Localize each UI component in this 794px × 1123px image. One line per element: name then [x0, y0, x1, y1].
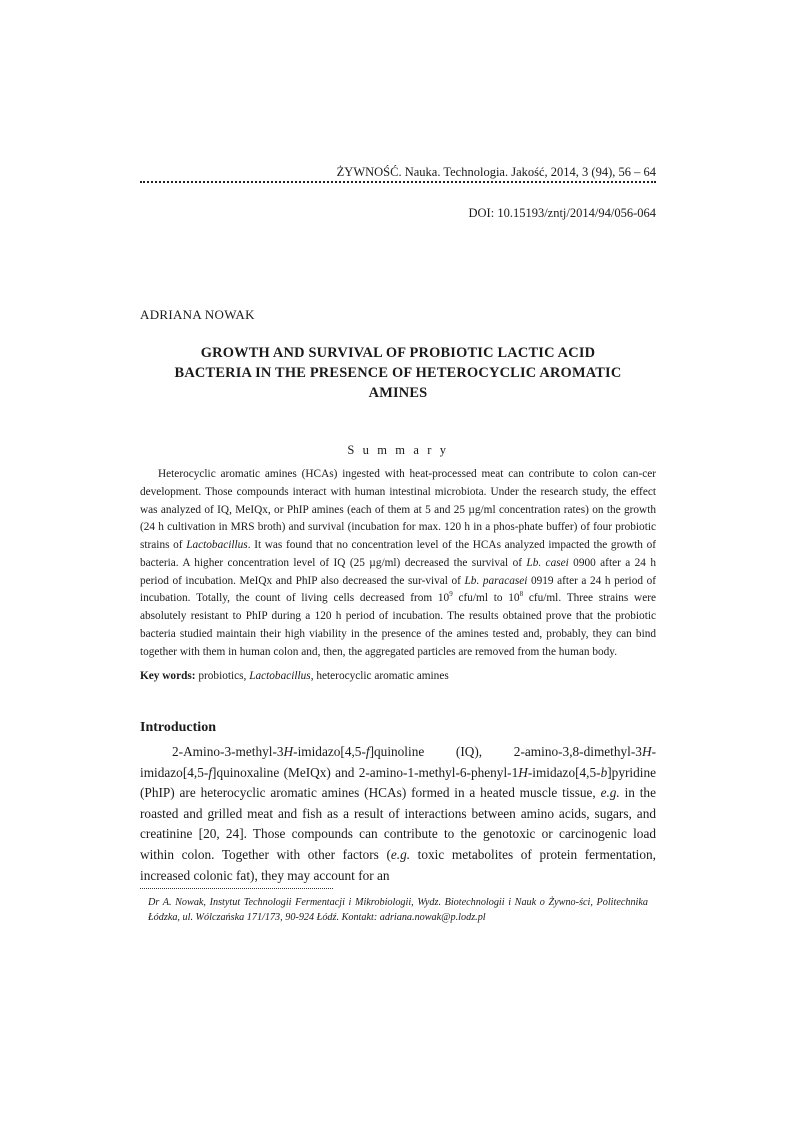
intro-part: -imidazo[4,5-: [293, 744, 366, 759]
intro-italic: e.g.: [390, 846, 411, 862]
introduction-text: [140, 742, 656, 886]
keyword-genus: Lactobacillus: [249, 670, 311, 682]
intro-part: ]quinoline (IQ), 2-amino-3,8-dimethyl-3: [369, 744, 642, 759]
keywords-line: [140, 668, 656, 684]
intro-italic: H: [283, 744, 294, 759]
intro-part: 2-Amino-3-methyl-3: [172, 744, 284, 759]
abstract-part: 0900 after a 24 h period of incubation. MeIQx and PhIP also decreased the sur-vival of: [140, 556, 656, 587]
doi-line[interactable]: DOI: 10.15193/zntj/2014/94/056-064: [468, 206, 656, 220]
intro-italic: f: [208, 764, 213, 780]
author-name: ADRIANA NOWAK: [140, 307, 255, 322]
intro-part: -imidazo[4,5-: [527, 764, 601, 780]
summary-heading: S u m m a r y: [347, 443, 449, 457]
title-line-1: GROWTH AND SURVIVAL OF PROBIOTIC LACTIC ACID: [200, 345, 596, 361]
abstract-species: Lb. paracasei: [464, 574, 528, 587]
abstract-paragraph: [140, 466, 656, 661]
abstract-part: Heterocyclic aromatic amines (HCAs) ingested with heat-processed meat can contribute to colon can-cer development. Those compounds interact with human intestinal microbiota. Under the research study, the effect was analyzed of IQ, MeIQx, or PhIP amines (each of them at 5 and 25 µg/ml concentration rates) on the growth (24 h cultivation in MRS broth) and survival (incubation for max. 120 h in a phos-phate buffer) of four probiotic strains of: [140, 468, 656, 551]
keyword: probiotics,: [195, 670, 250, 682]
exponent: 8: [519, 590, 524, 599]
author-affiliation-footnote: [148, 896, 648, 925]
keyword: , heterocyclic aromatic amines: [310, 670, 449, 682]
intro-italic: b: [600, 764, 608, 780]
abstract-part: cfu/ml to 10: [452, 592, 520, 605]
keywords-label: Key words:: [140, 670, 196, 682]
intro-part: ]quinoxaline (MeIQx) and 2-amino-1-methyl-6-phenyl-1: [212, 764, 519, 780]
footnote-text: Dr A. Nowak, Instytut Technologii Fermentacji i Mikrobiologii, Wydz. Biotechnologii i Nauk o Żywno-ści, Politechnika Łódzka, ul. Wólczańska 171/173, 90-924 Łódź. Kontakt: adriana.nowak@p.lodz.pl: [148, 897, 648, 923]
exponent: 9: [449, 590, 453, 599]
intro-italic: f: [365, 744, 370, 759]
intro-part: -imidazo[4,5-: [140, 744, 656, 780]
title-line-3: AMINES: [368, 385, 428, 401]
abstract-species: Lb. casei: [526, 556, 569, 569]
abstract-part: cfu/ml. Three strains were absolutely resistant to PhIP during a 120 h period of incubation. The results obtained prove that the probiotic bacteria studied maintain their high viability in the presence of the amines tested and, probably, they can bind together with them in human colon and, then, the aggregated particles are removed from the human body.: [140, 592, 657, 658]
abstract-genus: Lactobacillus: [186, 539, 248, 551]
journal-citation: ŻYWNOŚĆ. Nauka. Technologia. Jakość, 2014, 3 (94), 56 – 64: [336, 165, 656, 179]
abstract-part: 0919 after a 24 h period of incubation. Totally, the count of living cells decreased from 10: [140, 574, 656, 605]
intro-paragraph: [140, 742, 656, 886]
article-title: [140, 343, 656, 403]
footnote-divider: [140, 888, 333, 889]
abstract-part: . It was found that no concentration level of the HCAs analyzed impacted the growth of bacteria. A higher concentration level of IQ (25 µg/ml) decreased the survival of: [140, 539, 656, 569]
section-heading-introduction: Introduction: [140, 720, 216, 735]
intro-part: in the roasted and grilled meat and fish as a result of interactions between amino acids, sugars, and creatinine [20, 24]. Those compounds can contribute to the genotoxic or carcinogenic load within colon. Together with other factors (: [140, 785, 656, 862]
intro-italic: e.g.: [600, 785, 620, 801]
intro-italic: H: [641, 744, 652, 759]
intro-italic: H: [518, 764, 528, 780]
title-line-2: BACTERIA IN THE PRESENCE OF HETEROCYCLIC AROMATIC: [174, 365, 622, 381]
intro-part: toxic metabolites of protein fermentation, increased colonic fat), they may account for an: [140, 846, 656, 883]
abstract-text: [140, 466, 656, 661]
intro-part: ]pyridine (PhIP) are heterocyclic aromatic amines (HCAs) formed in a heated muscle tissue,: [140, 764, 656, 801]
header-divider: [140, 181, 656, 183]
